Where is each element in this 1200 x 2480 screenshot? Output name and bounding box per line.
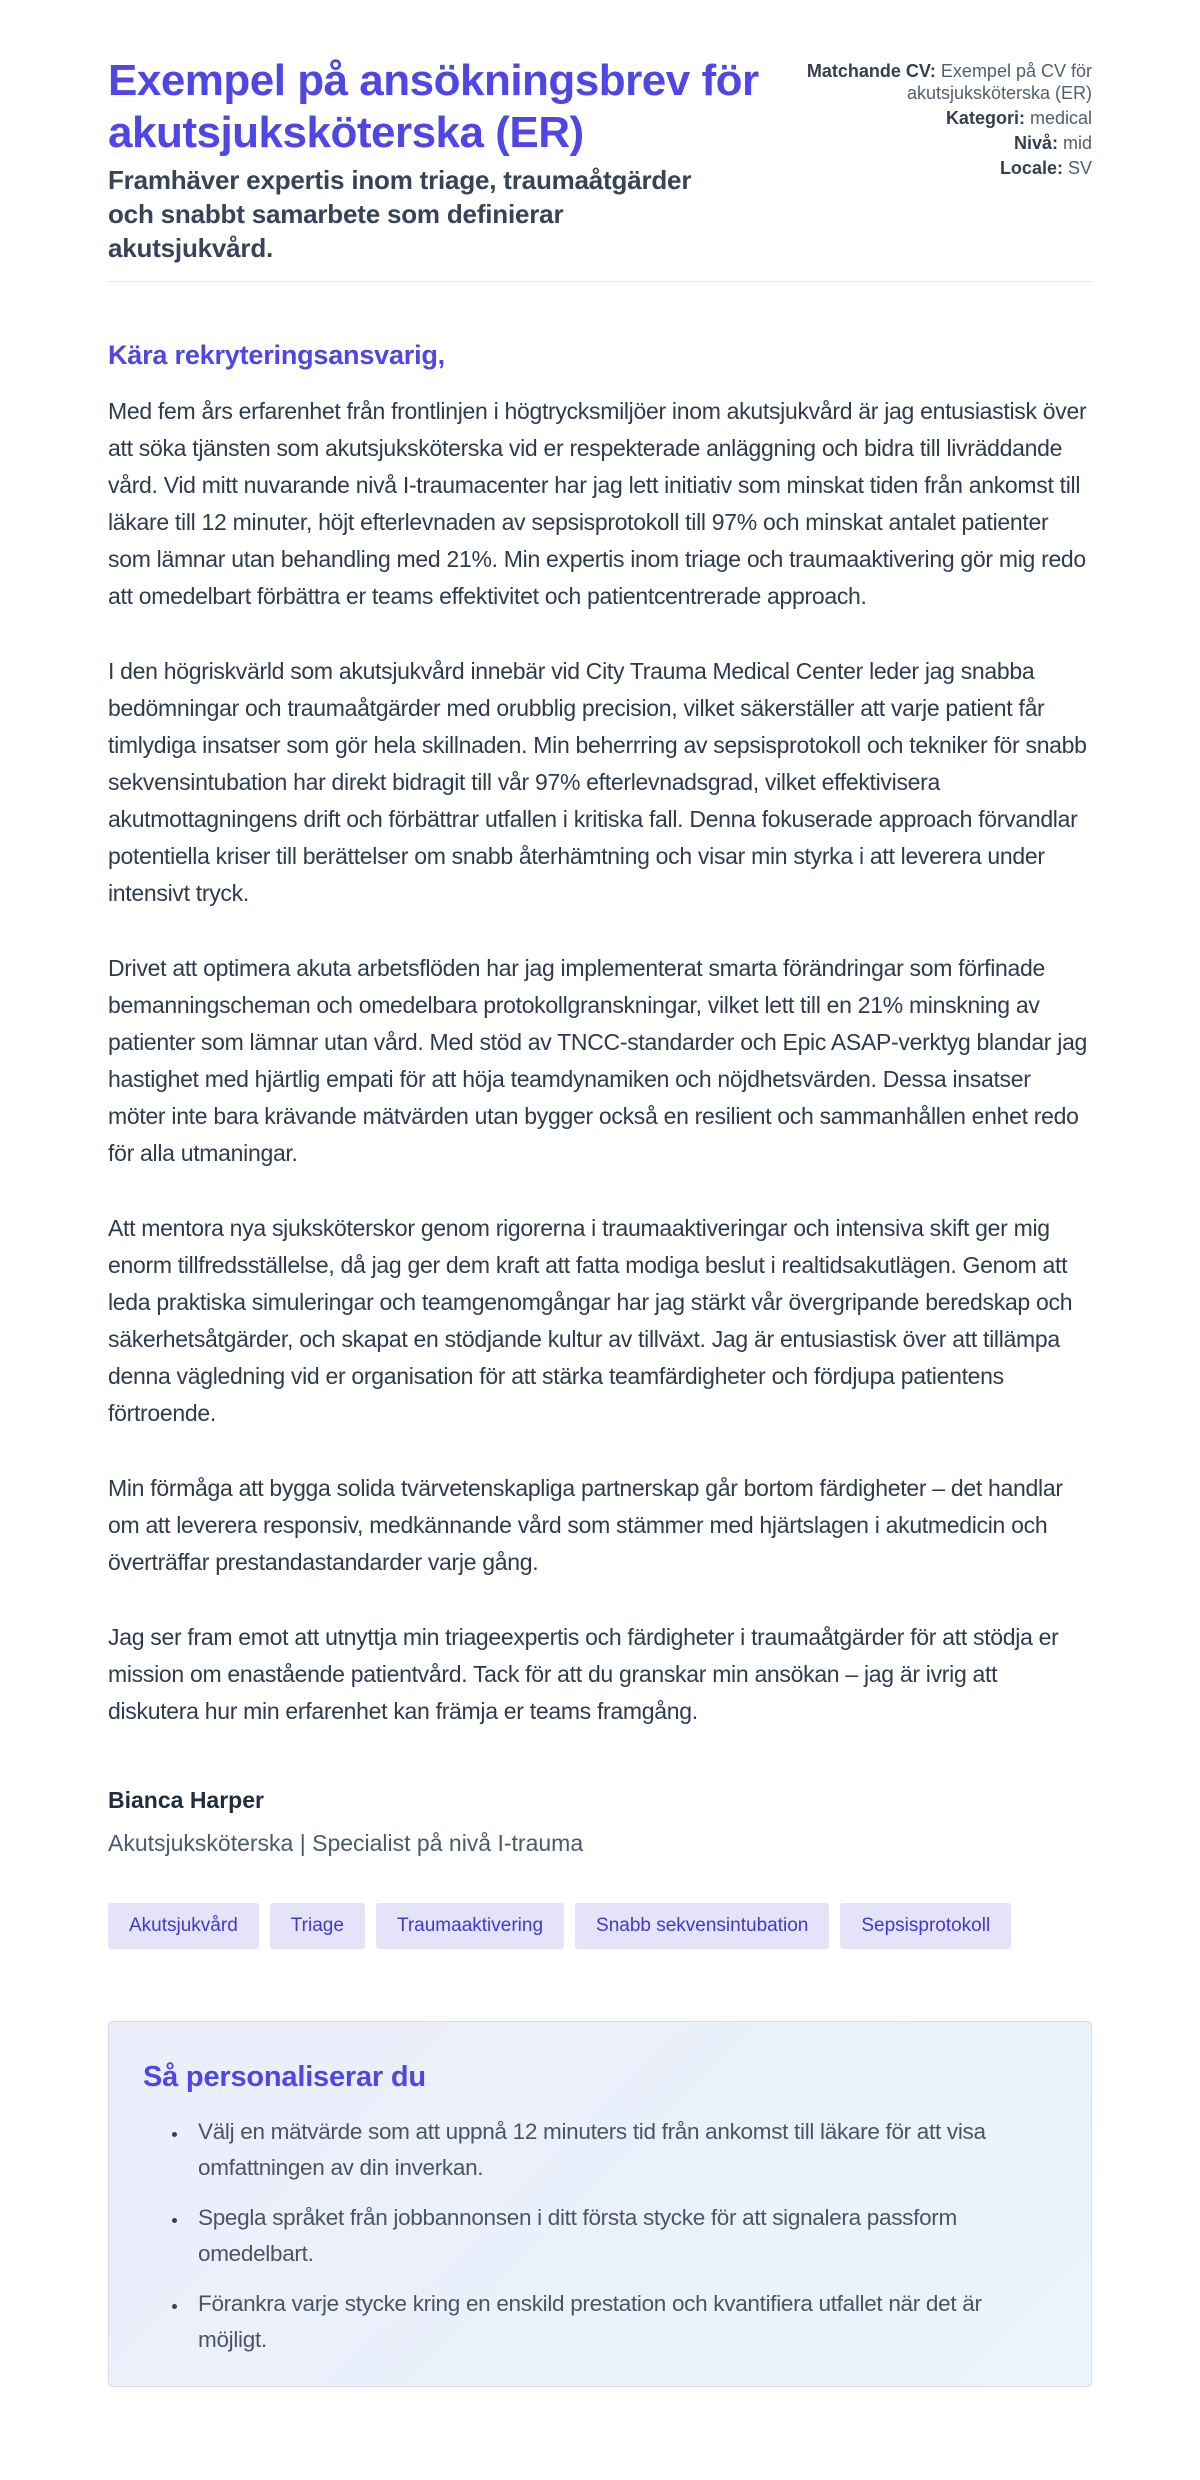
meta-row — [772, 157, 1092, 179]
meta-label: Locale: — [999, 158, 1063, 178]
header-title-block — [108, 55, 772, 265]
signature-role: Akutsjuksköterska | Specialist på nivå I-trauma — [108, 1830, 584, 1856]
skill-tag: Snabb sekvensintubation — [575, 1903, 829, 1949]
letter-paragraph: Min förmåga att bygga solida tvärvetenskapliga partnerskap går bortom färdigheter – det handlar om att leverera responsiv, medkännande vård som stämmer med hjärtslagen i akutmedicin och överträffar prestandastandarder varje gång. — [108, 1475, 1063, 1575]
tip-item: • Spegla språket från jobbannonsen i ditt första stycke för att signalera passform omedelbart. — [189, 2200, 1051, 2272]
meta-block — [772, 55, 1092, 182]
tips-list — [143, 2114, 1051, 2358]
header-divider — [108, 281, 1092, 282]
letter-paragraph: I den högriskvärld som akutsjukvård innebär vid City Trauma Medical Center leder jag snabba bedömningar och traumaåtgärder med orubblig precision, vilket säkerställer att varje patient får timlydiga insatser som gör hela skillnaden. Min beherrring av sepsisprotokoll och tekniker för snabb sekvensintubation har direkt bidragit till vår 97% efterlevnadsgrad, vilket effektivisera akutmottagningens drift och förbättrar utfallen i kritiska fall. Denna fokuserade approach förvandlar potentiella kriser till berättelser om snabb återhämtning och visar min styrka i att leverera under intensivt tryck. — [108, 658, 1087, 906]
skill-tag: Traumaaktivering — [376, 1903, 564, 1949]
meta-label: Nivå: — [1013, 133, 1058, 153]
greeting: Kära rekryteringsansvarig, — [108, 340, 445, 370]
meta-row — [772, 132, 1092, 154]
letter-paragraph: Drivet att optimera akuta arbetsflöden har jag implementerat smarta förändringar som förfinade bemanningscheman och omedelbara protokollgranskningar, vilket lett till en 21% minskning av patienter som lämnar utan vård. Med stöd av TNCC-standarder och Epic ASAP-verktyg blandar jag hastighet med hjärtlig empati för att höja teamdynamiken och nöjdhetsvärden. Dessa insatser möter inte bara krävande mätvärden utan bygger också en resilient och sammanhållen enhet redo för alla utmaningar. — [108, 955, 1088, 1166]
letter-paragraph: Att mentora nya sjuksköterskor genom rigorerna i traumaaktiveringar och intensiva skift ger mig enorm tillfredsställelse, då jag ger dem kraft att fatta modiga beslut i realtidsakutlägen. Genom att leda praktiska simuleringar och teamgenomgångar har jag stärkt vår övergripande beredskap och säkerhetsåtgärder, och skapat en stödjande kultur av tillväxt. Jag är entusiastisk över att tillämpa denna vägledning vid er organisation för att stärka teamfärdigheter och fördjupa patientens förtroende. — [108, 1215, 1073, 1426]
letter-paragraphs — [108, 393, 1092, 1730]
page-title: Exempel på ansökningsbrev för akutsjuksköterska (ER) — [108, 56, 759, 157]
letter-paragraph: Jag ser fram emot att utnyttja min triageexpertis och färdigheter i traumaåtgärder för att stödja er mission om enastående patientvård. Tack för att du granskar min ansökan – jag är ivrig att diskutera hur min erfarenhet kan främja er teams framgång. — [108, 1624, 1059, 1724]
skill-tag: Sepsisprotokoll — [840, 1903, 1011, 1949]
meta-value: medical — [1029, 108, 1092, 128]
meta-value: Exempel på CV för akutsjuksköterska (ER) — [906, 61, 1092, 103]
tip-item: • Förankra varje stycke kring en enskild prestation och kvantifiera utfallet när det är möjligt. — [189, 2286, 1051, 2358]
tips-heading: Så personaliserar du — [143, 2061, 426, 2093]
letter-paragraph: Med fem års erfarenhet från frontlinjen i högtrycksmiljöer inom akutsjukvård är jag entusiastisk över att söka tjänsten som akutsjuksköterska vid er respekterade anläggning och bidra till livräddande vård. Vid mitt nuvarande nivå I-traumacenter har jag lett initiativ som minskat tiden från ankomst till läkare till 12 minuter, höjt efterlevnaden av sepsisprotokoll till 97% och minskat antalet patienter som lämnar utan behandling med 21%. Min expertis inom triage och traumaaktivering gör mig redo att omedelbart förbättra er teams effektivitet och patientcentrerade approach. — [108, 398, 1087, 609]
meta-label: Matchande CV: — [806, 61, 936, 81]
meta-label: Kategori: — [945, 108, 1025, 128]
skill-tag: Triage — [270, 1903, 365, 1949]
meta-row — [772, 107, 1092, 129]
meta-row — [772, 60, 1092, 104]
meta-value: SV — [1067, 158, 1092, 178]
letter-body — [108, 335, 1092, 2387]
letter-header — [108, 55, 1092, 265]
page-subtitle: Framhäver expertis inom triage, traumaåtgärder och snabbt samarbete som definierar akutsjukvård. — [108, 165, 692, 263]
personalization-tips-box — [108, 2021, 1092, 2387]
skill-tags — [108, 1903, 1092, 1949]
meta-value: mid — [1062, 133, 1092, 153]
tip-item: • Välj en mätvärde som att uppnå 12 minuters tid från ankomst till läkare för att visa omfattningen av din inverkan. — [189, 2114, 1051, 2186]
signature-name: Bianca Harper — [108, 1787, 264, 1813]
skill-tag: Akutsjukvård — [108, 1903, 259, 1949]
cover-letter-page — [108, 0, 1092, 2459]
